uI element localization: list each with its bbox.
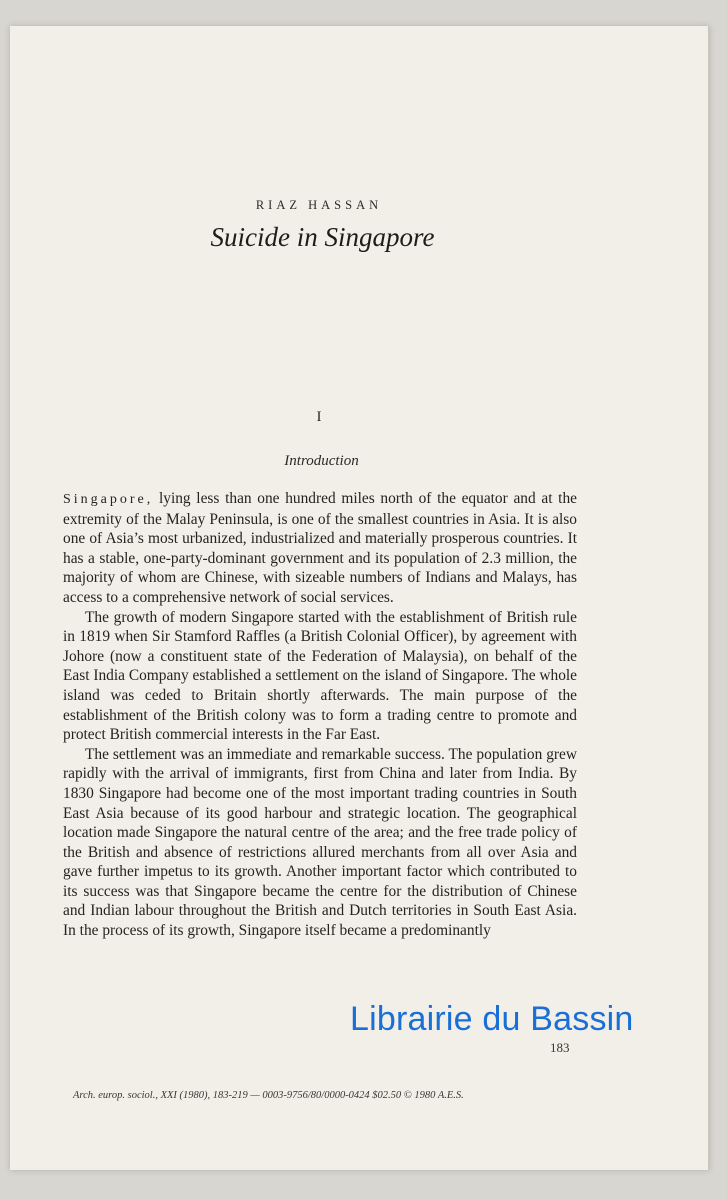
- section-heading: Introduction: [284, 453, 359, 469]
- paragraph-text: lying less than one hundred miles north of the equator and at the extremity of the Malay Peninsula, is one of the smallest countries in Asia. It is also one of Asia’s most urbanized, industrialized and materially prosperous countries. It has a stable, one-party-dominant government and its population of 2.3 million, the majority of whom are Chinese, with sizeable numbers of Indians and Malays, has access to a comprehensive network of social services.: [63, 490, 577, 606]
- section-number: I: [316, 409, 322, 425]
- citation-footer: Arch. europ. sociol., XXI (1980), 183-219 — 0003-9756/80/0000-0424 $02.50 © 1980 A.E.S.: [73, 1090, 464, 1101]
- author-name: RIAZ HASSAN: [255, 198, 383, 212]
- body-text: [63, 489, 577, 941]
- paragraph-lead: Singapore,: [63, 492, 154, 507]
- article-title: Suicide in Singapore: [210, 222, 435, 252]
- paper-page: [10, 26, 709, 1170]
- paragraph-3: The settlement was an immediate and remarkable success. The population grew rapidly with the arrival of immigrants, first from China and later from India. By 1830 Singapore had become one of the most important trading countries in South East Asia because of its good harbour and strategic location. The geographical location made Singapore the natural centre of the area; and the free trade policy of the British and absence of restrictions allured merchants from all over Asia and gave further impetus to its growth. Another important factor which contributed to its success was that Singapore became the centre for the distribution of Chinese and Indian labour throughout the British and Dutch territories in South East Asia. In the process of its growth, Singapore itself became a predominantly: [63, 745, 577, 940]
- page-number: 183: [550, 1040, 570, 1055]
- seller-watermark: Librairie du Bassin: [350, 1000, 634, 1038]
- paragraph-1: [63, 489, 577, 608]
- paragraph-2: The growth of modern Singapore started with the establishment of British rule in 1819 when Sir Stamford Raffles (a British Colonial Officer), by agreement with Johore (now a constituent state of the Federation of Malaysia), on behalf of the East India Company established a settlement on the island of Singapore. The whole island was ceded to Britain shortly afterwards. The main purpose of the establishment of the British colony was to form a trading centre to promote and protect British commercial interests in the Far East.: [63, 608, 577, 744]
